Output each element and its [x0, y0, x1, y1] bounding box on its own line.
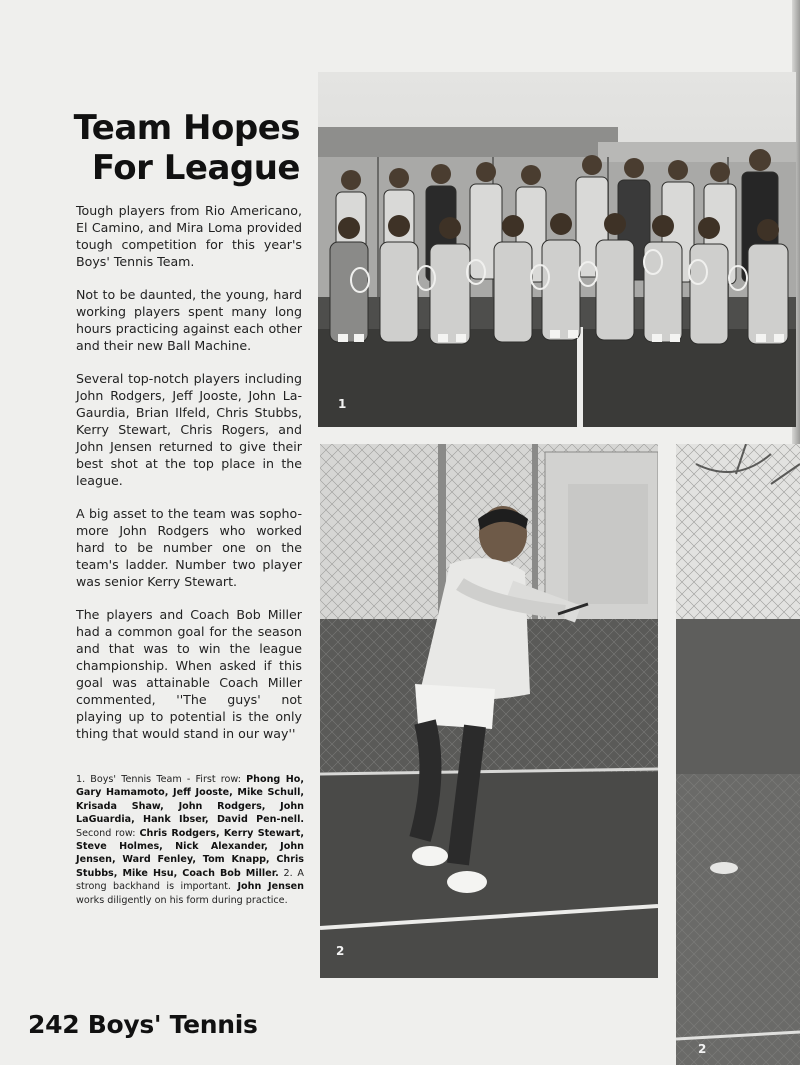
- backhand-photo-image: [320, 444, 658, 978]
- paragraph-5: The players and Coach Bob Miller had a common goal for the season and that was to win the league championship. When asked if this goal was attainable Coach Miller commented, ''The guys' not playing up to potential is the only thing that would stand in our way'': [76, 607, 302, 741]
- paragraph-2: Not to be daunted, the young, hard working players spent many long hours practicing against each other and their new Ball Machine.: [76, 287, 302, 353]
- caption-2-suffix: works diligently on his form during practice.: [76, 894, 288, 906]
- photo-2-number: 2: [336, 944, 345, 958]
- backhand-photo: [320, 444, 658, 978]
- caption-2-name: John Jensen: [237, 881, 304, 893]
- photo-1-number: 1: [338, 397, 347, 411]
- team-photo-image: [318, 72, 796, 427]
- paragraph-3: Several top-notch players including John Rodgers, Jeff Jooste, John La-Gaurdia, Brian Ilfeld, Chris Stubbs, Kerry Stewart, Chris Rogers, and John Jensen returned to give their best shot at the top place in the league.: [76, 371, 302, 488]
- headline-line-1: Team Hopes: [73, 108, 300, 148]
- adjacent-page-photo: [676, 444, 800, 1065]
- photo-caption: [76, 773, 304, 907]
- adjacent-page-photo-image: [676, 444, 800, 1065]
- caption-1-mid: Second row:: [76, 827, 140, 839]
- headline-line-2: For League: [91, 148, 300, 188]
- headline: [40, 108, 300, 188]
- caption-1-first-row: Phong Ho, Gary Hamamoto, Jeff Jooste, Mike Schull, Krisada Shaw, John Rodgers, John LaGuardia, Hank Ibser, David Pen-nell.: [76, 774, 304, 826]
- paragraph-4: A big asset to the team was sopho-more John Rodgers who worked hard to be number one on the team's ladder. Number two player was senior Kerry Stewart.: [76, 506, 302, 589]
- photo-3-number: 2: [698, 1042, 707, 1056]
- team-photo: [318, 72, 796, 427]
- caption-2-prefix: 2. A strong backhand is important.: [76, 867, 304, 893]
- caption-1-second-row: Chris Rodgers, Kerry Stewart, Steve Holmes, Nick Alexander, John Jensen, Ward Fenley, Tom Knapp, Chris Stubbs, Mike Hsu, Coach Bob Miller.: [76, 827, 304, 879]
- paragraph-1: Tough players from Rio Americano, El Camino, and Mira Loma provided tough competition for this year's Boys' Tennis Team.: [76, 203, 302, 269]
- caption-1-prefix: 1. Boys' Tennis Team - First row:: [76, 774, 247, 785]
- article-body: [76, 202, 302, 758]
- page-folio: 242 Boys' Tennis: [28, 1010, 258, 1039]
